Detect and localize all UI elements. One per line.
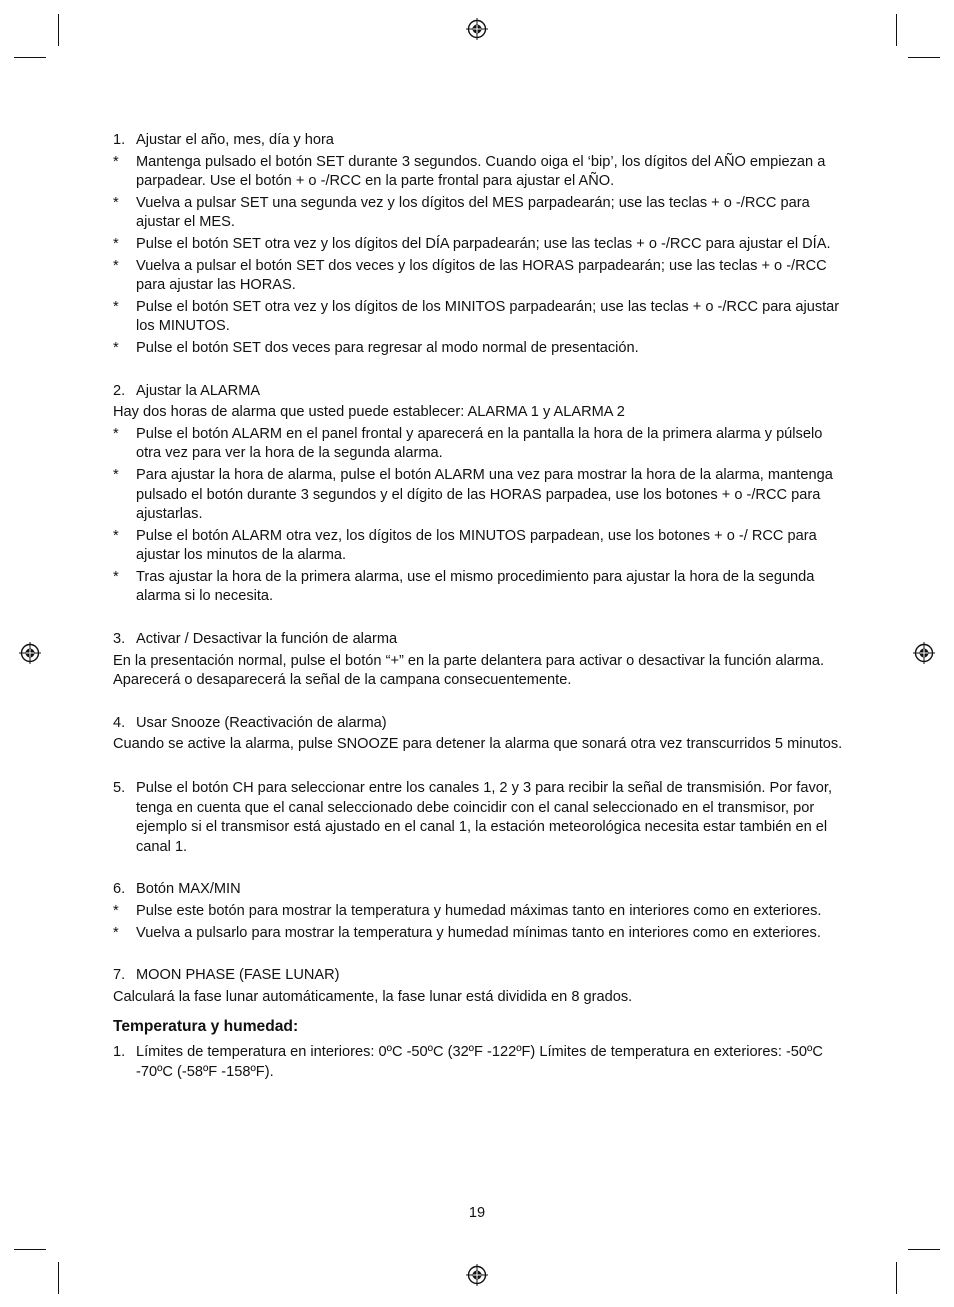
bullet-item [113,466,843,525]
section-heading [113,714,843,734]
section-number: 6. [113,881,126,898]
bullet-text: Pulse el botón SET otra vez y los dígitos de los MINITOS parpadearán; use las teclas + o -/RCC para ajustar los MINUTOS. [136,298,840,335]
bullet-item [113,298,843,337]
bullet-item [113,924,843,944]
section [113,131,843,359]
section-heading [113,779,843,857]
registration-mark-icon [913,642,935,664]
spacer [113,857,843,880]
section-heading [113,966,843,986]
section-title: Ajustar la ALARMA [136,382,261,399]
section [113,630,843,691]
bullet-marker: * [113,903,119,919]
section-number: 3. [113,631,126,648]
section-number: 4. [113,714,126,731]
bullet-marker: * [113,257,119,274]
crop-mark [908,1249,940,1250]
bullet-item [113,527,843,566]
section [113,382,843,608]
section-intro: En la presentación normal, pulse el botón “+” en la parte delantera para activar o desactivar la función alarma. Aparecerá o desaparecerá la señal de la campana consecuentemente. [113,652,825,689]
page-number: 19 [468,1205,486,1221]
crop-mark [14,1249,46,1250]
bullet-text: Vuelva a pulsar el botón SET dos veces y los dígitos de las HORAS parpadearán; use las teclas + o -/RCC para ajustar las HORAS. [136,257,827,294]
spacer [113,755,843,779]
bullet-marker: * [113,339,119,356]
bullet-text: Pulse el botón ALARM otra vez, los dígitos de los MINUTOS parpadean, use los botones + o -/ RCC para ajustar los minutos de la alarma. [136,527,817,564]
bullet-item [113,235,843,255]
section-number: 1. [113,1043,126,1060]
temperature-item-text: Límites de temperatura en interiores: 0ºC -50ºC (32ºF -122ºF) Límites de temperatura en exteriores: -50ºC -70ºC (-58ºF -158ºF). [136,1043,823,1080]
section [113,880,843,943]
bullet-text: Vuelva a pulsar SET una segunda vez y los dígitos del MES parpadearán; use las teclas + o -/RCC para ajustar el MES. [136,194,810,231]
section-title: Activar / Desactivar la función de alarma [136,631,398,648]
bullet-item [113,194,843,233]
section-intro: Cuando se active la alarma, pulse SNOOZE para detener la alarma que sonará otra vez transcurridos 5 minutos. [113,736,843,753]
bullet-text: Pulse este botón para mostrar la temperatura y humedad máximas tanto en interiores como en exteriores. [136,903,822,919]
spacer [113,359,843,382]
bullet-text: Mantenga pulsado el botón SET durante 3 segundos. Cuando oiga el ‘bip’, los dígitos del AÑO empiezan a parpadear. Use el botón + o -/RCC en la parte frontal para ajustar el AÑO. [136,153,826,190]
bullet-item [113,568,843,607]
section [113,714,843,755]
temperature-item [113,1043,843,1082]
bullet-item [113,339,843,359]
bullet-text: Tras ajustar la hora de la primera alarma, use el mismo procedimiento para ajustar la hora de la segunda alarma si lo necesita. [136,568,815,605]
bullet-item [113,257,843,296]
bullet-marker: * [113,527,119,544]
bullet-item [113,902,843,922]
section [113,966,843,1007]
section [113,779,843,857]
section-title: Botón MAX/MIN [136,881,241,898]
section-intro: Calculará la fase lunar automáticamente, la fase lunar está dividida en 8 grados. [113,988,633,1005]
spacer [113,607,843,630]
bullet-marker: * [113,235,119,252]
bullet-marker: * [113,924,119,941]
section-heading [113,880,843,900]
crop-mark [58,1262,59,1294]
registration-mark-icon [466,1264,488,1286]
section-heading [113,382,843,402]
section-number: 5. [113,780,126,797]
section-number: 1. [113,132,126,148]
bullet-text: Para ajustar la hora de alarma, pulse el botón ALARM una vez para mostrar la hora de la alarma, mantenga pulsado el botón durante 3 segundos y el dígito de las HORAS parpadea, use los botones + o -/RCC para ajustarlas. [136,466,833,523]
crop-mark [58,14,59,46]
bullet-text: Pulse el botón SET dos veces para regresar al modo normal de presentación. [136,339,639,356]
section-title: Ajustar el año, mes, día y hora [136,132,334,148]
crop-mark [14,57,46,58]
crop-mark [896,14,897,46]
section-title: MOON PHASE (FASE LUNAR) [136,967,340,984]
section-title: Pulse el botón CH para seleccionar entre los canales 1, 2 y 3 para recibir la señal de transmisión. Por favor, tenga en cuenta que el canal seleccionado debe coincidir con el canal seleccionado en el transmisor, por ejemplo si el transmisor está ajustado en el canal 1, la estación meteorológica necesita estar también en el canal 1. [136,780,832,855]
registration-mark-icon [19,642,41,664]
crop-mark [896,1262,897,1294]
section-number: 7. [113,967,126,984]
temperature-heading: Temperatura y humedad: [113,1018,299,1036]
bullet-text: Pulse el botón ALARM en el panel frontal y aparecerá en la pantalla la hora de la primera alarma y púlselo otra vez para ver la hora de la segunda alarma. [136,425,823,462]
bullet-text: Vuelva a pulsarlo para mostrar la temperatura y humedad mínimas tanto en interiores como en exteriores. [136,924,821,941]
bullet-text: Pulse el botón SET otra vez y los dígitos del DÍA parpadearán; use las teclas + o -/RCC para ajustar el DÍA. [136,235,831,252]
bullet-marker: * [113,568,119,585]
spacer [113,691,843,714]
section-number: 2. [113,382,126,399]
section-heading [113,131,843,151]
section-title: Usar Snooze (Reactivación de alarma) [136,714,387,731]
bullet-marker: * [113,153,119,170]
registration-mark-icon [466,18,488,40]
spacer [113,943,843,966]
section-intro: Hay dos horas de alarma que usted puede establecer: ALARMA 1 y ALARMA 2 [113,404,625,421]
bullet-marker: * [113,466,119,483]
bullet-item [113,425,843,464]
bullet-marker: * [113,194,119,211]
crop-mark [908,57,940,58]
page-content [113,131,843,1082]
section-heading [113,630,843,650]
bullet-item [113,153,843,192]
bullet-marker: * [113,298,119,315]
bullet-marker: * [113,425,119,442]
